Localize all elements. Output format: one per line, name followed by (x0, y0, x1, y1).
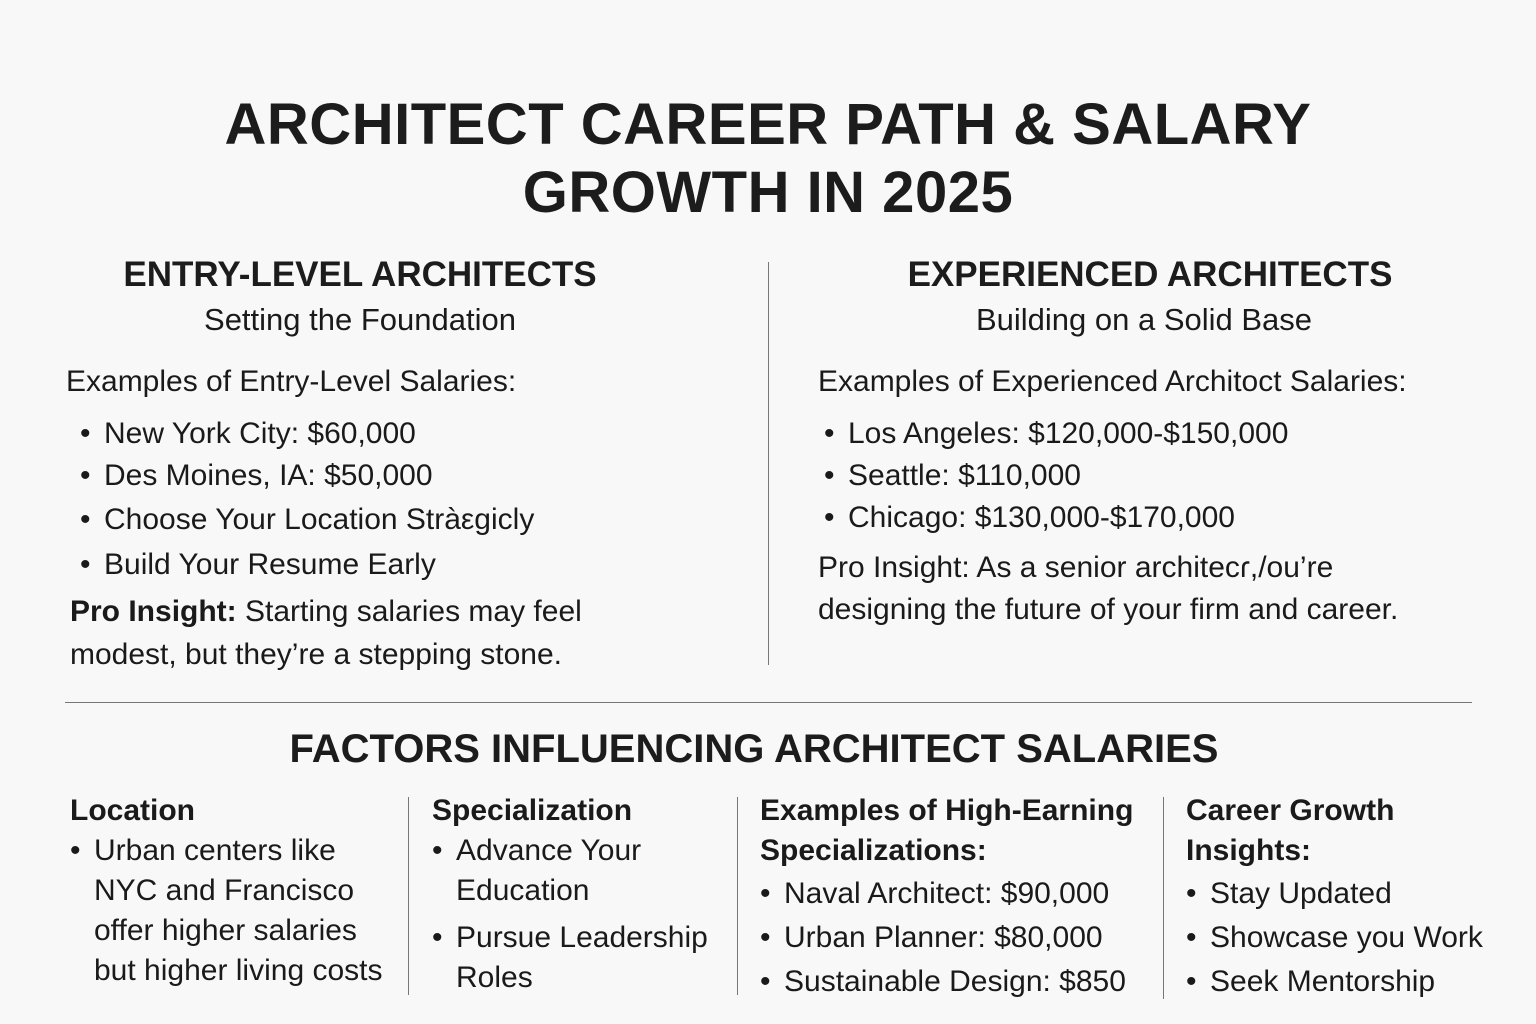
factors-heading: FACTORS INFLUENCING ARCHITECT SALARIES (289, 727, 1219, 771)
factor-title: Specialization (432, 794, 633, 827)
page-title-line2: GROWTH IN 2025 (522, 160, 1014, 225)
pro-insight-text: Starting salaries may feel (236, 595, 582, 628)
column-divider (1163, 797, 1164, 999)
entry-bullet: • Build Your Resume Early (104, 544, 436, 586)
factor-item: • Seek Mentorship (1186, 960, 1506, 1004)
factor-column-career-growth (1186, 791, 1506, 1004)
pro-insight-text: As a senior architecɾ,/ou’re (969, 551, 1334, 584)
factor-item: • Advance Your Education (432, 831, 656, 911)
column-divider (408, 797, 409, 995)
factor-item: • Urban Planner: $80,000 (760, 916, 1160, 960)
factor-title: Career Growth Insights: (1186, 794, 1395, 867)
factor-item: • Urban centers like NYC and Francisco offer higher salaries but higher living costs (70, 831, 400, 991)
factor-column-location (70, 791, 400, 991)
experienced-heading: EXPERIENCED ARCHITECTS (907, 255, 1393, 294)
factor-item: • Showcase you Work (1186, 916, 1506, 960)
experienced-bullet: • Seattle: $110,000 (848, 455, 1081, 497)
section-divider (65, 702, 1472, 703)
column-divider (768, 262, 769, 665)
experienced-pro-insight-line2: designing the future of your firm and career. (818, 593, 1399, 626)
experienced-bullet: • Chicago: $130,000-$170,000 (848, 497, 1235, 539)
factor-title: Location (70, 794, 195, 827)
pro-insight-label: Pro Insight: (818, 551, 970, 584)
column-divider (737, 797, 738, 995)
factor-item: • Naval Architect: $90,000 (760, 872, 1160, 916)
entry-bullet: • Choose Your Location Stràεgicly (104, 499, 534, 541)
pro-insight-label: Pro Insight: (70, 595, 237, 628)
factor-title: Examples of High-Earning Specializations: (760, 794, 1134, 867)
entry-heading: ENTRY-LEVEL ARCHITECTS (123, 255, 597, 294)
entry-examples-label: Examples of Entry-Level Salaries: (66, 365, 517, 398)
factor-item: • Sustainable Design: $850 (760, 960, 1160, 1004)
entry-pro-insight-line2: modest, but they’re a stepping stone. (70, 638, 562, 671)
page-title-line1: ARCHITECT CAREER PATH & SALARY (224, 92, 1312, 157)
entry-bullet: • New York City: $60,000 (104, 413, 416, 455)
experienced-subtitle: Building on a Solid Base (975, 302, 1313, 337)
entry-pro-insight (70, 591, 582, 633)
experienced-bullet: • Los Angeles: $120,000-$150,000 (848, 413, 1288, 455)
factor-column-specialization (432, 791, 722, 998)
factor-item: • Stay Updated (1186, 872, 1506, 916)
factor-item: • Pursue Leadership Roles (432, 918, 722, 998)
experienced-examples-label: Examples of Experienced Architoct Salaries: (818, 365, 1407, 398)
experienced-pro-insight (818, 547, 1333, 589)
entry-bullet: • Des Moines, IA: $50,000 (104, 455, 433, 497)
entry-subtitle: Setting the Foundation (204, 302, 516, 337)
factor-column-high-earning (760, 791, 1160, 1004)
